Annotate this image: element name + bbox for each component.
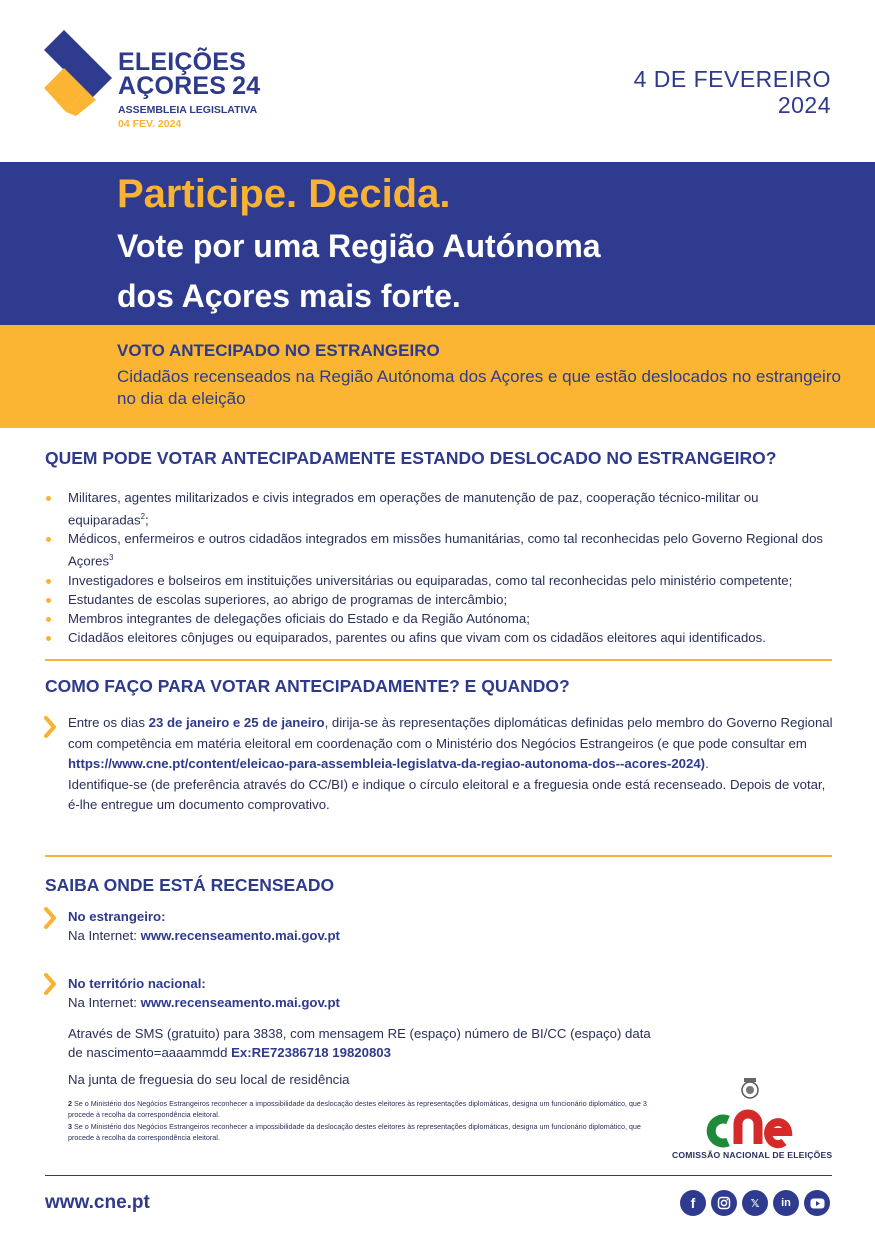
- logo-line2: [118, 74, 260, 98]
- election-date-line1: 4 DE FEVEREIRO: [633, 66, 831, 92]
- sms-example: Ex:RE72386718 19820803: [231, 1045, 391, 1060]
- instagram-icon[interactable]: [711, 1190, 737, 1216]
- bullet-icon: [46, 598, 51, 603]
- chevron-right-icon: [43, 973, 57, 995]
- banner-subtitle: VOTO ANTECIPADO NO ESTRANGEIRO: [117, 341, 440, 360]
- list-item-text: Estudantes de escolas superiores, ao abrigo de programas de intercâmbio;: [68, 591, 508, 607]
- youtube-icon[interactable]: [804, 1190, 830, 1216]
- election-date: [634, 66, 831, 118]
- junta-info: Na junta de freguesia do seu local de residência: [68, 1072, 350, 1087]
- national-internet: [68, 993, 688, 1012]
- banner-tagline: Participe. Decida.: [117, 172, 451, 216]
- header: [0, 0, 875, 162]
- bullet-icon: [46, 617, 51, 622]
- x-icon[interactable]: [742, 1190, 768, 1216]
- how-text-identify: Identifique-se (de preferência através do CC/BI) e indique o círculo eleitoral e a freguesia onde está recenseado. Depois de votar, é-lhe entregue um documento comprovativo.: [68, 776, 826, 812]
- logo-date: 04 FEV. 2024: [118, 118, 182, 130]
- footnotes: [68, 1098, 668, 1144]
- eleicoes-logo-icon: [42, 28, 114, 116]
- footer-divider: [45, 1175, 832, 1176]
- list-item: [45, 571, 835, 590]
- abroad-url-link[interactable]: www.recenseamento.mai.gov.pt: [140, 928, 340, 943]
- footnote-ref: 3: [109, 553, 114, 563]
- logo-subtitle: ASSEMBLEIA LEGISLATIVA: [118, 104, 258, 116]
- list-item: [45, 628, 835, 647]
- list-item-text: Militares, agentes militarizados e civis integrados em operações de manutenção de paz, cooperação técnico-militar ou equiparadas: [68, 490, 759, 528]
- cne-caption: COMISSÃO NACIONAL DE ELEIÇÕES: [672, 1150, 833, 1160]
- list-item: [45, 529, 835, 570]
- cne-election-link[interactable]: https://www.cne.pt/content/eleicao-para-assembleia-legislatva-da-regiao-autonoma-dos--acores-2024): [68, 756, 706, 771]
- footnote-ref: 2: [140, 512, 146, 521]
- section-heading-how: COMO FAÇO PARA VOTAR ANTECIPADAMENTE? E QUANDO?: [45, 676, 570, 696]
- list-item: [45, 488, 835, 529]
- national-label: Na Internet:: [68, 995, 141, 1010]
- voting-dates: 23 de janeiro e 25 de janeiro: [148, 715, 325, 730]
- chevron-right-icon: [43, 716, 57, 738]
- national-url-link[interactable]: www.recenseamento.mai.gov.pt: [140, 995, 340, 1010]
- chevron-right-icon: [43, 907, 57, 929]
- section-heading-who: QUEM PODE VOTAR ANTECIPADAMENTE ESTANDO DESLOCADO NO ESTRANGEIRO?: [45, 448, 777, 468]
- linkedin-icon[interactable]: [773, 1190, 799, 1216]
- logo-year: 24: [232, 72, 261, 100]
- x-glyph: 𝕏: [750, 1197, 760, 1210]
- footnote: [68, 1098, 668, 1120]
- list-item-text: Investigadores e bolseiros em instituições universitárias ou equiparadas, como tal reconhecidas pelo ministério competente;: [68, 572, 793, 588]
- youtube-glyph: [810, 1198, 825, 1209]
- abroad-block: [68, 907, 688, 945]
- how-text-mid: , dirija-se às representações diplomáticas definidas pelo membro do Governo Regional com competência em matéria eleitoral em coordenação com o Ministério dos Negócios Estrangeiros (e que pode consultar em: [68, 715, 833, 751]
- eligibility-list: [45, 488, 835, 647]
- how-paragraph: [68, 713, 833, 816]
- list-item-text: Cidadãos eleitores cônjuges ou equiparados, parentes ou afins que vivam com os cidadãos eleitores aqui identificados.: [68, 629, 766, 645]
- facebook-icon[interactable]: [680, 1190, 706, 1216]
- list-item: [45, 590, 835, 609]
- abroad-internet: [68, 926, 688, 945]
- list-item-text: Membros integrantes de delegações oficiais do Estado e da Região Autónoma;: [68, 610, 530, 626]
- banner-line2: dos Açores mais forte.: [117, 278, 461, 314]
- footnote-text: Se o Ministério dos Negócios Estrangeiros reconhecer a impossibilidade da deslocação destes eleitores às representações diplomáticas, designa um funcionário diplomático, que procede à recolha da correspondência eleitoral.: [68, 1122, 641, 1142]
- national-title: No território nacional:: [68, 976, 206, 991]
- list-item: [45, 609, 835, 628]
- footnote-number: 3: [68, 1122, 72, 1131]
- logo-wordmark: [118, 50, 260, 130]
- list-item-tail: ;: [145, 512, 149, 528]
- bullet-icon: [46, 636, 51, 641]
- abroad-label: Na Internet:: [68, 928, 141, 943]
- how-text-start: Entre os dias: [68, 715, 149, 730]
- logo-line1: ELEIÇÕES: [118, 48, 247, 76]
- bullet-icon: [46, 496, 51, 501]
- footer-website-link[interactable]: www.cne.pt: [45, 1192, 150, 1213]
- facebook-glyph: f: [690, 1195, 696, 1211]
- abroad-title: No estrangeiro:: [68, 909, 166, 924]
- national-block: [68, 974, 688, 1012]
- banner-subtitle-text: Cidadãos recenseados na Região Autónoma dos Açores e que estão deslocados no estrangeiro no dia da eleição: [117, 367, 841, 408]
- instagram-glyph: [717, 1196, 731, 1210]
- sms-text: Através de SMS (gratuito) para 3838, com mensagem RE (espaço) número de BI/CC (espaço) data de nascimento=aaaammdd: [68, 1026, 651, 1060]
- section-heading-where: SAIBA ONDE ESTÁ RECENSEADO: [45, 875, 335, 895]
- divider: [45, 855, 832, 857]
- bullet-icon: [46, 579, 51, 584]
- linkedin-glyph: in: [781, 1197, 791, 1209]
- how-text-end: .: [705, 756, 709, 771]
- list-item-text: Médicos, enfermeiros e outros cidadãos integrados em missões humanitárias, como tal reconhecidas pelo Governo Regional dos Açores: [68, 531, 824, 569]
- cne-logo-text: cne: [670, 1076, 672, 1077]
- bullet-icon: [46, 537, 51, 542]
- footnote-text: Se o Ministério dos Negócios Estrangeiros reconhecer a impossibilidade da deslocação destes eleitores às representações diplomáticas, designa um funcionário diplomático, que 3 procede à recolha da correspondência eleitoral.: [68, 1099, 647, 1119]
- election-date-line2: 2024: [777, 92, 831, 118]
- footnote: [68, 1121, 668, 1143]
- footnote-number: 2: [68, 1099, 72, 1108]
- logo-line2-text: AÇORES: [118, 72, 227, 100]
- divider: [45, 659, 832, 661]
- social-links: [680, 1190, 830, 1216]
- banner-line1: Vote por uma Região Autónoma: [117, 228, 601, 264]
- sms-info: [68, 1024, 668, 1062]
